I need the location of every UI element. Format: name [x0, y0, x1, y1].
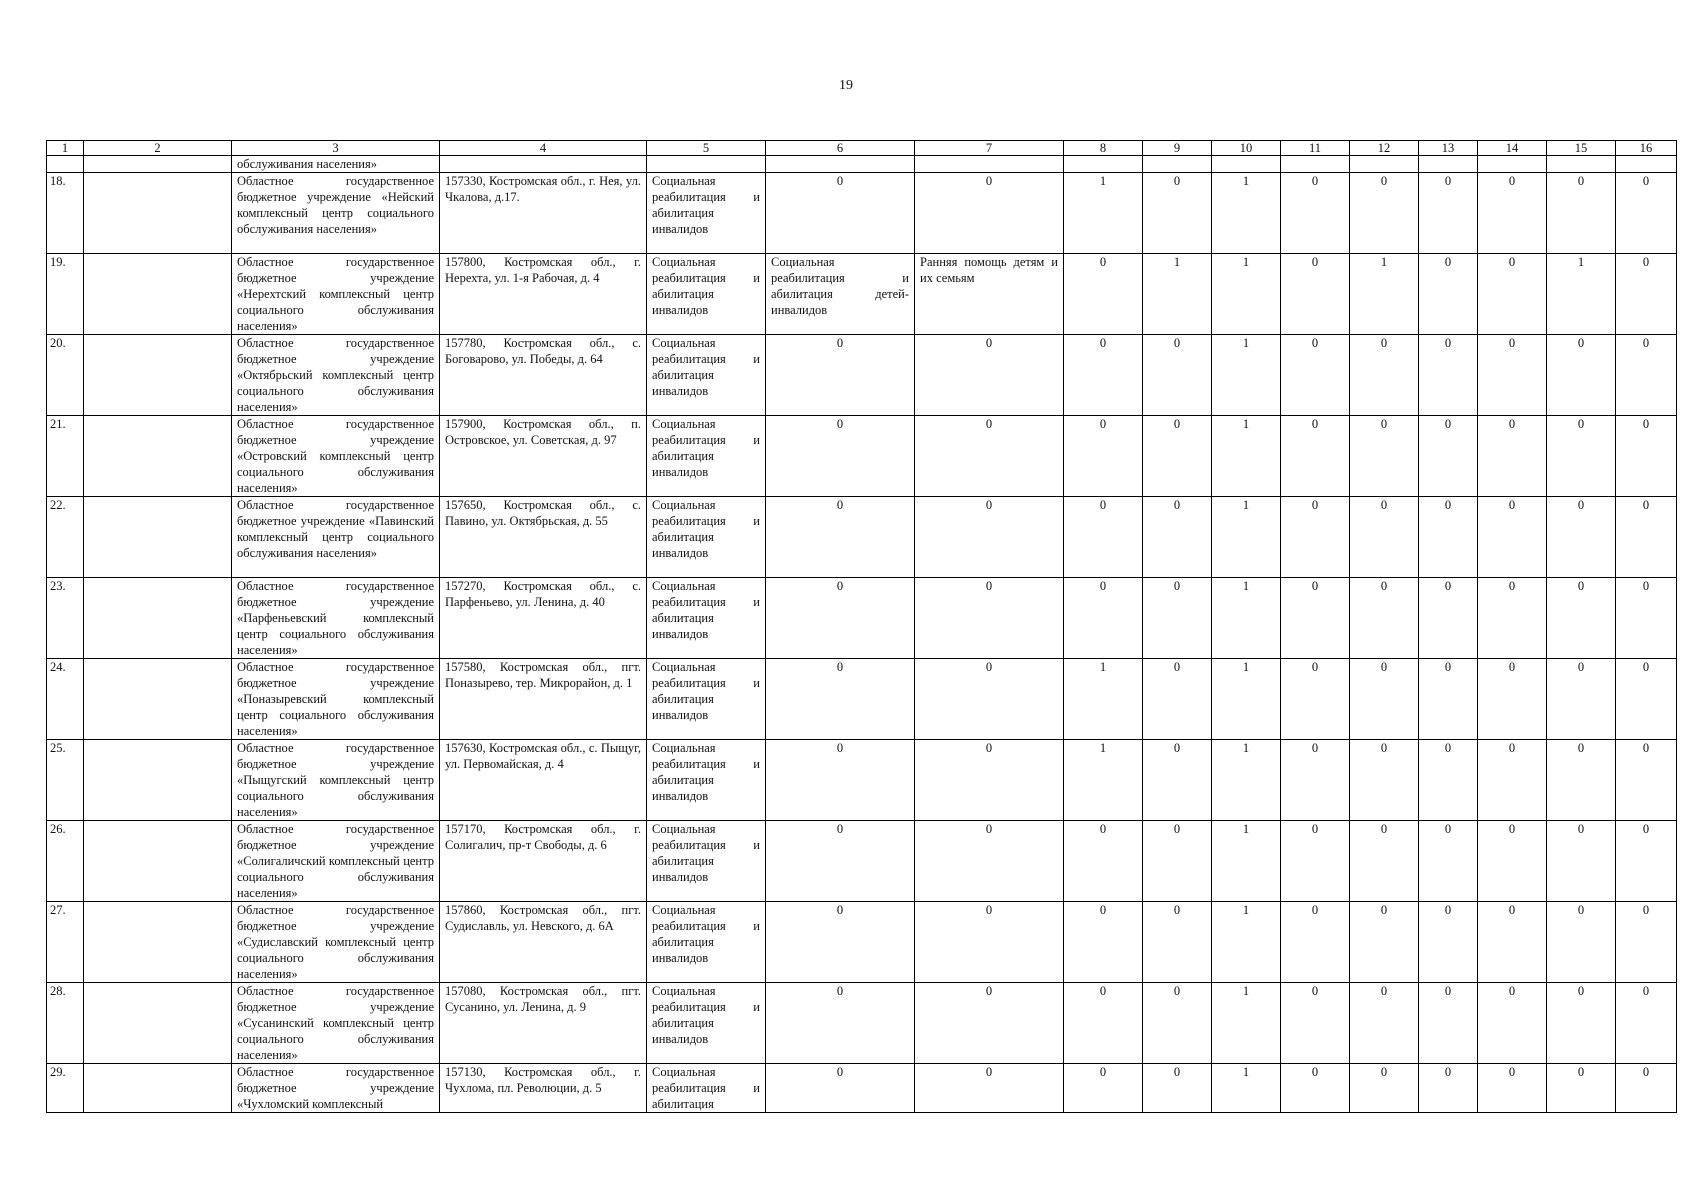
col-9-value: 0: [1143, 902, 1212, 983]
col-11-value: 0: [1281, 335, 1350, 416]
col-15-value: 0: [1547, 983, 1616, 1064]
institution-name: Областное государственное бюджетное учреждение «Павинский комплексный центр социального обслуживания населения»: [232, 497, 440, 578]
row-number: 23.: [47, 578, 84, 659]
cell-empty: [47, 156, 84, 173]
col-7-value: 0: [915, 983, 1064, 1064]
table-row: [47, 173, 1677, 254]
col-6-value: 0: [766, 578, 915, 659]
table-row: [47, 659, 1677, 740]
col-14-value: 0: [1478, 902, 1547, 983]
header-cell: 16: [1616, 141, 1677, 156]
cell-empty: [1547, 156, 1616, 173]
col-7-value: 0: [915, 335, 1064, 416]
col-15-value: 0: [1547, 659, 1616, 740]
cell-empty: [647, 156, 766, 173]
col-8-value: 0: [1064, 497, 1143, 578]
table-row: [47, 578, 1677, 659]
col-11-value: 0: [1281, 173, 1350, 254]
service-type: Социальная реабилитация и абилитация инвалидов: [647, 416, 766, 497]
cell-empty: [84, 983, 232, 1064]
header-cell: 4: [440, 141, 647, 156]
table-row: [47, 254, 1677, 335]
col-8-value: 1: [1064, 173, 1143, 254]
col-16-value: 0: [1616, 740, 1677, 821]
col-15-value: 0: [1547, 416, 1616, 497]
col-10-value: 1: [1212, 497, 1281, 578]
table-row: [47, 1064, 1677, 1113]
col-6-value: 0: [766, 1064, 915, 1113]
col-14-value: 0: [1478, 740, 1547, 821]
cell-empty: [1212, 156, 1281, 173]
col-10-value: 1: [1212, 821, 1281, 902]
table-row: [47, 821, 1677, 902]
col-16-value: 0: [1616, 335, 1677, 416]
institution-address: 157330, Костромская обл., г. Нея, ул. Чкалова, д.17.: [440, 173, 647, 254]
header-cell: 3: [232, 141, 440, 156]
cell-empty: [84, 821, 232, 902]
cell-empty: [440, 156, 647, 173]
col-8-value: 0: [1064, 902, 1143, 983]
col-10-value: 1: [1212, 983, 1281, 1064]
cell-empty: [84, 497, 232, 578]
row-number: 18.: [47, 173, 84, 254]
col-6-value: 0: [766, 497, 915, 578]
col-10-value: 1: [1212, 173, 1281, 254]
service-type: Социальная реабилитация и абилитация: [647, 1064, 766, 1113]
col-7-value: 0: [915, 416, 1064, 497]
col-7-value: 0: [915, 497, 1064, 578]
col-9-value: 0: [1143, 497, 1212, 578]
col-14-value: 0: [1478, 416, 1547, 497]
col-16-value: 0: [1616, 821, 1677, 902]
institution-name: Областное государственное бюджетное учреждение «Солигаличский комплексный центр социального обслуживания населения»: [232, 821, 440, 902]
institution-address: 157800, Костромская обл., г. Нерехта, ул. 1-я Рабочая, д. 4: [440, 254, 647, 335]
col-11-value: 0: [1281, 497, 1350, 578]
col-7-value: 0: [915, 578, 1064, 659]
institution-name: Областное государственное бюджетное учреждение «Пыщугский комплексный центр социального обслуживания населения»: [232, 740, 440, 821]
col-8-value: 0: [1064, 821, 1143, 902]
cell-empty: [1616, 156, 1677, 173]
col-11-value: 0: [1281, 659, 1350, 740]
header-cell: 14: [1478, 141, 1547, 156]
col-14-value: 0: [1478, 254, 1547, 335]
col-8-value: 0: [1064, 578, 1143, 659]
col-12-value: 0: [1350, 497, 1419, 578]
header-cell: 11: [1281, 141, 1350, 156]
row-number: 28.: [47, 983, 84, 1064]
col-12-value: 0: [1350, 335, 1419, 416]
cell-empty: [84, 578, 232, 659]
row-number: 26.: [47, 821, 84, 902]
header-cell: 1: [47, 141, 84, 156]
col-12-value: 0: [1350, 173, 1419, 254]
cell-empty: [84, 156, 232, 173]
col-16-value: 0: [1616, 497, 1677, 578]
col-10-value: 1: [1212, 335, 1281, 416]
institution-name: Областное государственное бюджетное учреждение «Нерехтский комплексный центр социального обслуживания населения»: [232, 254, 440, 335]
col-11-value: 0: [1281, 416, 1350, 497]
institution-address: 157270, Костромская обл., с. Парфеньево, ул. Ленина, д. 40: [440, 578, 647, 659]
col-15-value: 1: [1547, 254, 1616, 335]
col-14-value: 0: [1478, 659, 1547, 740]
cell-empty: [1419, 156, 1478, 173]
header-cell: 6: [766, 141, 915, 156]
institution-address: 157900, Костромская обл., п. Островское, ул. Советская, д. 97: [440, 416, 647, 497]
cell-empty: [84, 173, 232, 254]
cell-empty: [84, 659, 232, 740]
page-number: 19: [839, 78, 853, 93]
institution-name: Областное государственное бюджетное учреждение «Парфеньевский комплексный центр социального обслуживания населения»: [232, 578, 440, 659]
col-9-value: 0: [1143, 578, 1212, 659]
table-row: [47, 902, 1677, 983]
col-13-value: 0: [1419, 659, 1478, 740]
header-cell: 9: [1143, 141, 1212, 156]
table-row: [47, 983, 1677, 1064]
institution-name: Областное государственное бюджетное учреждение «Нейский комплексный центр социального обслуживания населения»: [232, 173, 440, 254]
institution-address: 157630, Костромская обл., с. Пыщуг, ул. Первомайская, д. 4: [440, 740, 647, 821]
col-6-value: 0: [766, 740, 915, 821]
institution-address: 157080, Костромская обл., пгт. Сусанино, ул. Ленина, д. 9: [440, 983, 647, 1064]
col-11-value: 0: [1281, 578, 1350, 659]
col-9-value: 0: [1143, 1064, 1212, 1113]
row-number: 19.: [47, 254, 84, 335]
col-10-value: 1: [1212, 902, 1281, 983]
continuation-row: [47, 156, 1677, 173]
cell-empty: [84, 254, 232, 335]
col-6-value: 0: [766, 173, 915, 254]
col-11-value: 0: [1281, 740, 1350, 821]
cell-empty: [84, 335, 232, 416]
col-6-value: 0: [766, 335, 915, 416]
cell-empty: [1281, 156, 1350, 173]
col-12-value: 1: [1350, 254, 1419, 335]
institution-name: Областное государственное бюджетное учреждение «Судиславский комплексный центр социального обслуживания населения»: [232, 902, 440, 983]
col-12-value: 0: [1350, 740, 1419, 821]
row-number: 24.: [47, 659, 84, 740]
header-cell: 10: [1212, 141, 1281, 156]
cell-empty: [1143, 156, 1212, 173]
service-type: Социальная реабилитация и абилитация инвалидов: [647, 254, 766, 335]
col-13-value: 0: [1419, 173, 1478, 254]
cell-empty: [84, 902, 232, 983]
col-13-value: 0: [1419, 983, 1478, 1064]
col-6-value: Социальная реабилитация и абилитация детей-инвалидов: [766, 254, 915, 335]
col-10-value: 1: [1212, 578, 1281, 659]
col-16-value: 0: [1616, 254, 1677, 335]
service-type: Социальная реабилитация и абилитация инвалидов: [647, 740, 766, 821]
cell-empty: [766, 156, 915, 173]
col-16-value: 0: [1616, 659, 1677, 740]
col-15-value: 0: [1547, 497, 1616, 578]
col-14-value: 0: [1478, 821, 1547, 902]
col-11-value: 0: [1281, 1064, 1350, 1113]
service-type: Социальная реабилитация и абилитация инвалидов: [647, 821, 766, 902]
col-11-value: 0: [1281, 254, 1350, 335]
institution-address: 157130, Костромская обл., г. Чухлома, пл. Революции, д. 5: [440, 1064, 647, 1113]
col-6-value: 0: [766, 659, 915, 740]
header-cell: 7: [915, 141, 1064, 156]
row-number: 25.: [47, 740, 84, 821]
col-10-value: 1: [1212, 740, 1281, 821]
col-7-value: Ранняя помощь детям и их семьям: [915, 254, 1064, 335]
row-number: 21.: [47, 416, 84, 497]
col-6-value: 0: [766, 416, 915, 497]
col-13-value: 0: [1419, 335, 1478, 416]
row-number: 29.: [47, 1064, 84, 1113]
row-number: 22.: [47, 497, 84, 578]
col-12-value: 0: [1350, 416, 1419, 497]
cell-empty: [84, 1064, 232, 1113]
col-14-value: 0: [1478, 173, 1547, 254]
col-9-value: 0: [1143, 821, 1212, 902]
col-16-value: 0: [1616, 173, 1677, 254]
col-15-value: 0: [1547, 902, 1616, 983]
column-number-header: [47, 141, 1677, 156]
col-15-value: 0: [1547, 335, 1616, 416]
col-10-value: 1: [1212, 659, 1281, 740]
service-type: Социальная реабилитация и абилитация инвалидов: [647, 497, 766, 578]
col-16-value: 0: [1616, 983, 1677, 1064]
col-8-value: 1: [1064, 659, 1143, 740]
col-15-value: 0: [1547, 1064, 1616, 1113]
table-row: [47, 497, 1677, 578]
table-row: [47, 416, 1677, 497]
col-14-value: 0: [1478, 1064, 1547, 1113]
header-cell: 2: [84, 141, 232, 156]
col-11-value: 0: [1281, 983, 1350, 1064]
service-type: Социальная реабилитация и абилитация инвалидов: [647, 983, 766, 1064]
col-6-value: 0: [766, 983, 915, 1064]
col-7-value: 0: [915, 659, 1064, 740]
col-7-value: 0: [915, 173, 1064, 254]
header-cell: 12: [1350, 141, 1419, 156]
cell-empty: [1478, 156, 1547, 173]
institution-name: Областное государственное бюджетное учреждение «Островский комплексный центр социального обслуживания населения»: [232, 416, 440, 497]
col-16-value: 0: [1616, 902, 1677, 983]
service-type: Социальная реабилитация и абилитация инвалидов: [647, 902, 766, 983]
col-16-value: 0: [1616, 578, 1677, 659]
col-16-value: 0: [1616, 1064, 1677, 1113]
header-cell: 8: [1064, 141, 1143, 156]
col-13-value: 0: [1419, 254, 1478, 335]
institution-name: Областное государственное бюджетное учреждение «Сусанинский комплексный центр социального обслуживания населения»: [232, 983, 440, 1064]
col-15-value: 0: [1547, 740, 1616, 821]
col-13-value: 0: [1419, 416, 1478, 497]
continuation-text: обслуживания населения»: [232, 156, 440, 173]
col-9-value: 0: [1143, 740, 1212, 821]
col-8-value: 1: [1064, 740, 1143, 821]
institution-address: 157650, Костромская обл., с. Павино, ул. Октябрьская, д. 55: [440, 497, 647, 578]
institution-name: Областное государственное бюджетное учреждение «Октябрьский комплексный центр социального обслуживания населения»: [232, 335, 440, 416]
col-14-value: 0: [1478, 497, 1547, 578]
col-9-value: 0: [1143, 173, 1212, 254]
cell-empty: [84, 740, 232, 821]
col-14-value: 0: [1478, 578, 1547, 659]
col-9-value: 0: [1143, 335, 1212, 416]
col-11-value: 0: [1281, 821, 1350, 902]
col-14-value: 0: [1478, 983, 1547, 1064]
cell-empty: [84, 416, 232, 497]
col-9-value: 1: [1143, 254, 1212, 335]
services-table: [46, 140, 1677, 1113]
col-15-value: 0: [1547, 173, 1616, 254]
col-9-value: 0: [1143, 416, 1212, 497]
col-12-value: 0: [1350, 821, 1419, 902]
header-cell: 5: [647, 141, 766, 156]
header-cell: 15: [1547, 141, 1616, 156]
service-type: Социальная реабилитация и абилитация инвалидов: [647, 335, 766, 416]
institution-name: Областное государственное бюджетное учреждение «Поназыревский комплексный центр социального обслуживания населения»: [232, 659, 440, 740]
col-8-value: 0: [1064, 254, 1143, 335]
col-13-value: 0: [1419, 821, 1478, 902]
col-7-value: 0: [915, 740, 1064, 821]
col-12-value: 0: [1350, 983, 1419, 1064]
row-number: 20.: [47, 335, 84, 416]
institution-address: 157860, Костромская обл., пгт. Судиславль, ул. Невского, д. 6А: [440, 902, 647, 983]
col-8-value: 0: [1064, 1064, 1143, 1113]
cell-empty: [1350, 156, 1419, 173]
col-16-value: 0: [1616, 416, 1677, 497]
service-type: Социальная реабилитация и абилитация инвалидов: [647, 578, 766, 659]
table-row: [47, 740, 1677, 821]
service-type: Социальная реабилитация и абилитация инвалидов: [647, 659, 766, 740]
col-9-value: 0: [1143, 983, 1212, 1064]
col-13-value: 0: [1419, 497, 1478, 578]
col-13-value: 0: [1419, 902, 1478, 983]
institution-address: 157780, Костромская обл., с. Боговарово, ул. Победы, д. 64: [440, 335, 647, 416]
col-10-value: 1: [1212, 254, 1281, 335]
col-7-value: 0: [915, 1064, 1064, 1113]
col-14-value: 0: [1478, 335, 1547, 416]
institution-address: 157580, Костромская обл., пгт. Поназырево, тер. Микрорайон, д. 1: [440, 659, 647, 740]
col-7-value: 0: [915, 902, 1064, 983]
institution-address: 157170, Костромская обл., г. Солигалич, пр-т Свободы, д. 6: [440, 821, 647, 902]
table-row: [47, 335, 1677, 416]
col-10-value: 1: [1212, 416, 1281, 497]
col-12-value: 0: [1350, 1064, 1419, 1113]
col-6-value: 0: [766, 821, 915, 902]
cell-empty: [915, 156, 1064, 173]
col-10-value: 1: [1212, 1064, 1281, 1113]
col-8-value: 0: [1064, 335, 1143, 416]
service-type: Социальная реабилитация и абилитация инвалидов: [647, 173, 766, 254]
col-13-value: 0: [1419, 578, 1478, 659]
header-cell: 13: [1419, 141, 1478, 156]
col-15-value: 0: [1547, 821, 1616, 902]
col-6-value: 0: [766, 902, 915, 983]
col-13-value: 0: [1419, 740, 1478, 821]
col-15-value: 0: [1547, 578, 1616, 659]
row-number: 27.: [47, 902, 84, 983]
col-12-value: 0: [1350, 902, 1419, 983]
col-12-value: 0: [1350, 659, 1419, 740]
col-11-value: 0: [1281, 902, 1350, 983]
col-13-value: 0: [1419, 1064, 1478, 1113]
col-9-value: 0: [1143, 659, 1212, 740]
cell-empty: [1064, 156, 1143, 173]
col-7-value: 0: [915, 821, 1064, 902]
institution-name: Областное государственное бюджетное учреждение «Чухломский комплексный: [232, 1064, 440, 1113]
col-12-value: 0: [1350, 578, 1419, 659]
col-8-value: 0: [1064, 416, 1143, 497]
col-8-value: 0: [1064, 983, 1143, 1064]
